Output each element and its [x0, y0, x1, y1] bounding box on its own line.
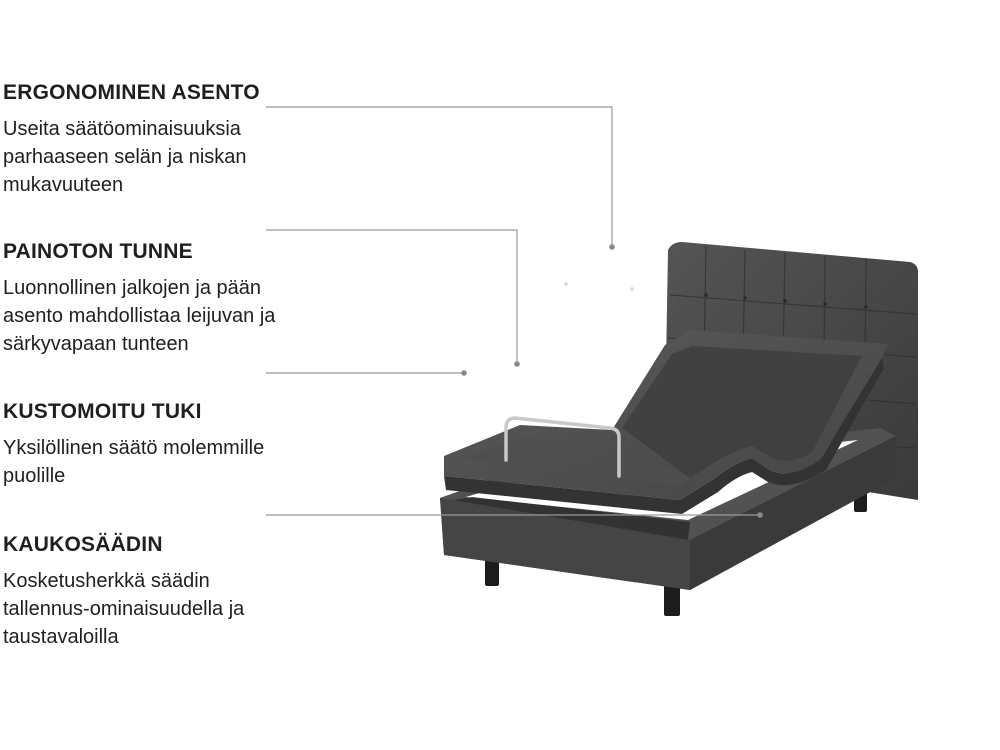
- description-line: Useita säätöominaisuuksia: [3, 118, 241, 140]
- description-line: mukavuuteen: [3, 174, 124, 196]
- feature-title: PAINOTON TUNNE: [3, 240, 193, 263]
- description-line: Yksilöllinen säätö molemmille: [3, 437, 265, 459]
- feature-title: KUSTOMOITU TUKI: [3, 400, 202, 423]
- description-line: parhaaseen selän ja niskan: [3, 146, 247, 168]
- feature-description: [3, 274, 363, 358]
- description-line: Luonnollinen jalkojen ja pään: [3, 277, 261, 299]
- feature-weightless-feeling: [3, 238, 363, 358]
- feature-customized-support: [3, 398, 363, 490]
- feature-remote-control: [3, 531, 363, 651]
- description-line: Kosketusherkkä säädin: [3, 570, 210, 592]
- description-line: puolille: [3, 465, 66, 487]
- feature-title: ERGONOMINEN ASENTO: [3, 81, 260, 104]
- feature-ergonomic-position: [3, 79, 363, 199]
- feature-description: [3, 567, 363, 651]
- description-line: tallennus-ominaisuudella ja: [3, 598, 245, 620]
- feature-description: [3, 115, 363, 199]
- description-line: asento mahdollistaa leijuvan ja: [3, 305, 276, 327]
- feature-description: [3, 434, 363, 490]
- description-line: särkyvapaan tunteen: [3, 333, 189, 355]
- feature-title: KAUKOSÄÄDIN: [3, 533, 163, 556]
- description-line: taustavaloilla: [3, 626, 119, 648]
